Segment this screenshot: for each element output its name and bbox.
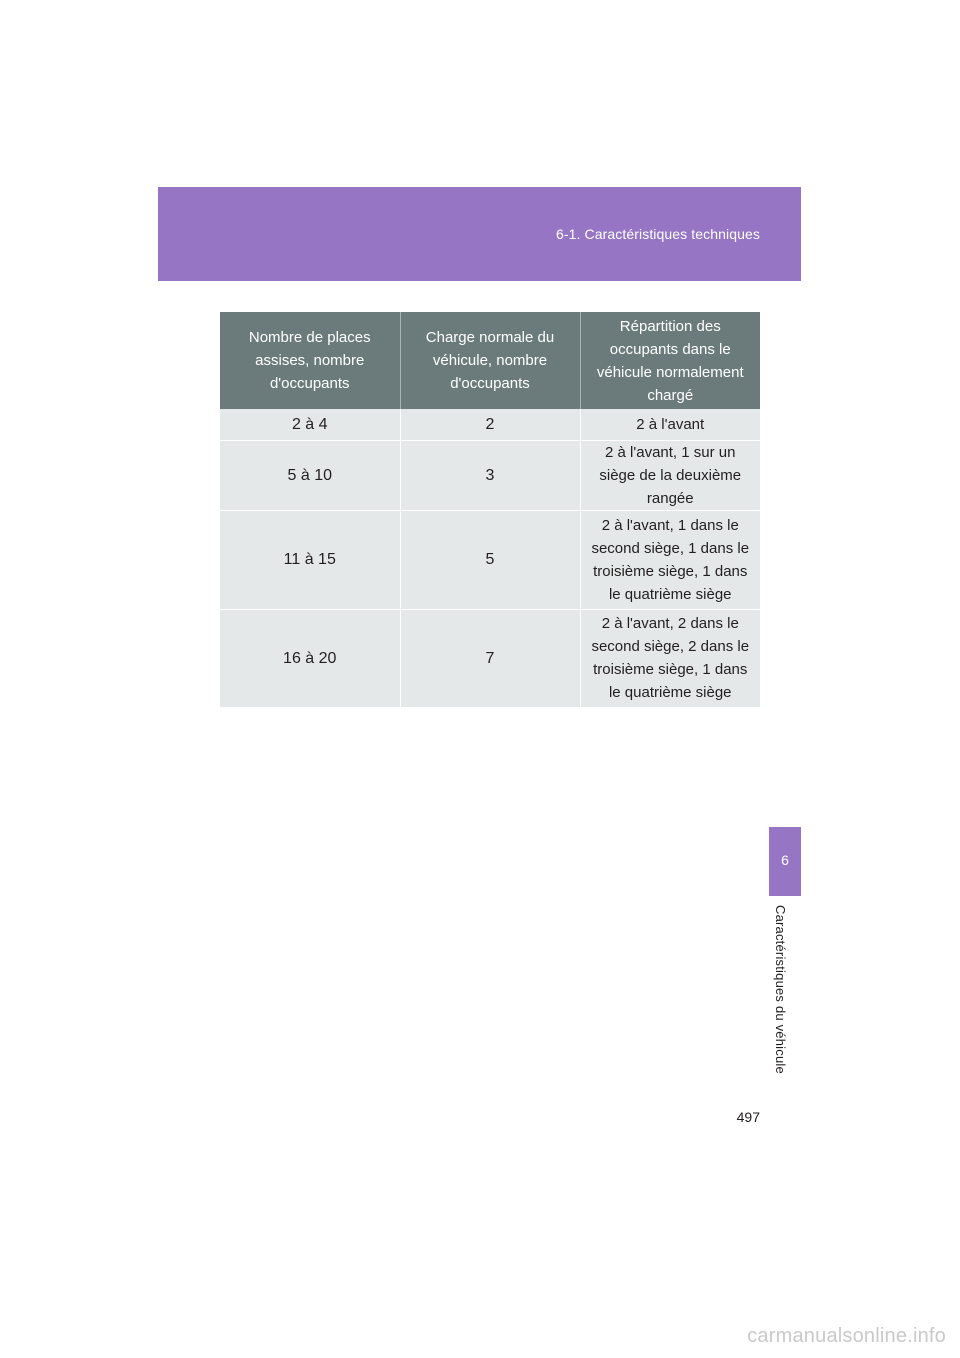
seating-cell: 5 à 10 [220,440,400,510]
table-row [220,510,760,609]
load-cell: 5 [400,510,580,609]
seating-cell: 11 à 15 [220,510,400,609]
column-header-distribution: Répartition des occupants dans le véhicule normalement chargé [580,312,760,409]
chapter-number: 6 [781,852,789,868]
page-number: 497 [736,1109,760,1125]
watermark: carmanualsonline.info [747,1325,946,1347]
column-header-normal-load: Charge normale du véhicule, nombre d'occupants [400,312,580,409]
column-header-seating: Nombre de places assises, nombre d'occupants [220,312,400,409]
load-cell: 7 [400,609,580,707]
seating-cell: 16 à 20 [220,609,400,707]
header-band [158,187,801,281]
occupant-load-table [220,312,760,708]
distribution-cell: 2 à l'avant, 1 dans le second siège, 1 dans le troisième siège, 1 dans le quatrième siège [580,510,760,609]
table-row [220,409,760,440]
table-row [220,609,760,707]
load-cell: 3 [400,440,580,510]
table-header-row [220,312,760,409]
load-cell: 2 [400,409,580,440]
chapter-tab [769,827,801,896]
section-title: 6-1. Caractéristiques techniques [556,226,760,242]
seating-cell: 2 à 4 [220,409,400,440]
distribution-cell: 2 à l'avant, 2 dans le second siège, 2 dans le troisième siège, 1 dans le quatrième siège [580,609,760,707]
distribution-cell: 2 à l'avant, 1 sur un siège de la deuxième rangée [580,440,760,510]
chapter-label: Caractéristiques du véhicule [773,905,788,1074]
table-row [220,440,760,510]
distribution-cell: 2 à l'avant [580,409,760,440]
